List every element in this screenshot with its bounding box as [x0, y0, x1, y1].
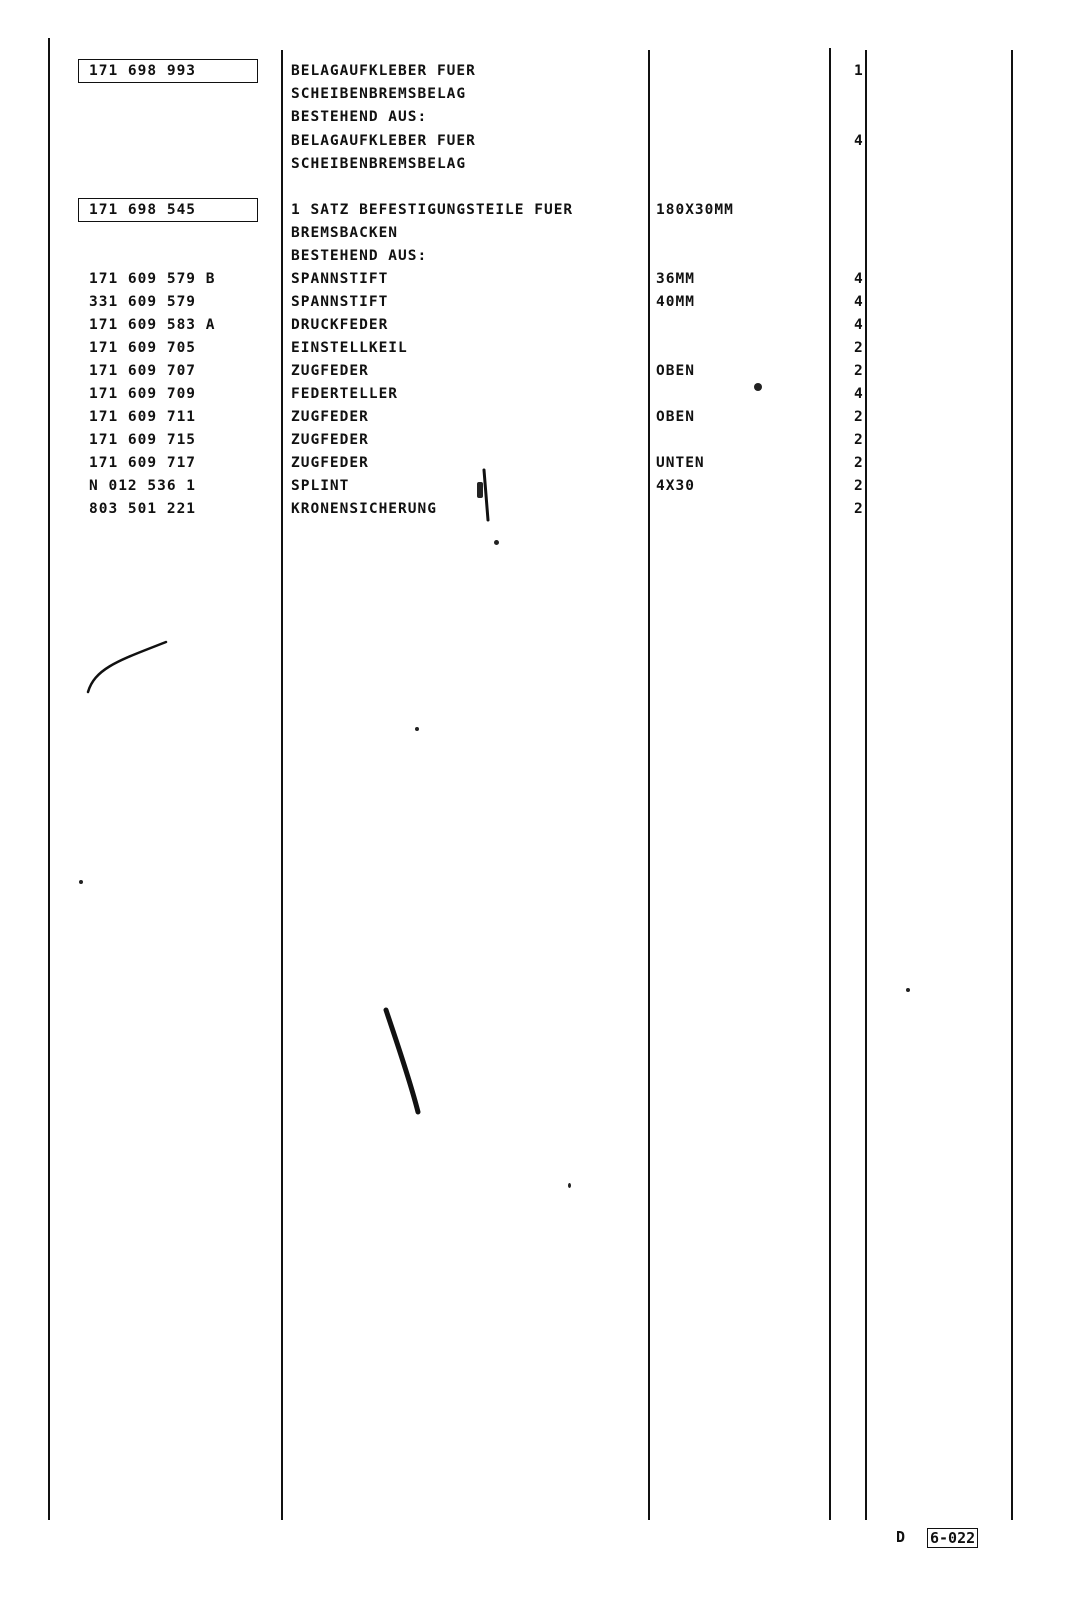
part-quantity: 1 [854, 63, 864, 79]
section-letter: D [896, 1528, 906, 1546]
part-spec: 40MM [656, 294, 695, 310]
part-description: SCHEIBENBREMSBELAG [291, 86, 467, 102]
part-description: FEDERTELLER [291, 386, 399, 402]
part-quantity: 2 [854, 340, 864, 356]
part-quantity: 2 [854, 409, 864, 425]
part-number: 171 609 711 [89, 409, 197, 425]
part-description: ZUGFEDER [291, 409, 369, 425]
part-description: BESTEHEND AUS: [291, 248, 428, 264]
part-number: 331 609 579 [89, 294, 197, 310]
part-number: 171 609 709 [89, 386, 197, 402]
part-description: ZUGFEDER [291, 363, 369, 379]
part-description: ZUGFEDER [291, 432, 369, 448]
part-description: BELAGAUFKLEBER FUER [291, 63, 476, 79]
part-number: 171 609 715 [89, 432, 197, 448]
part-spec: OBEN [656, 409, 695, 425]
part-spec: OBEN [656, 363, 695, 379]
part-number: 171 609 717 [89, 455, 197, 471]
part-description: SPLINT [291, 478, 350, 494]
part-quantity: 4 [854, 271, 864, 287]
part-quantity: 4 [854, 317, 864, 333]
part-spec: 36MM [656, 271, 695, 287]
part-number: 171 698 545 [89, 202, 197, 218]
part-description: DRUCKFEDER [291, 317, 389, 333]
part-description: BESTEHEND AUS: [291, 109, 428, 125]
part-quantity: 4 [854, 386, 864, 402]
part-number: 171 698 993 [89, 63, 197, 79]
part-description: SPANNSTIFT [291, 294, 389, 310]
part-number: 171 609 579 B [89, 271, 216, 287]
part-quantity: 4 [854, 294, 864, 310]
part-description: BELAGAUFKLEBER FUER [291, 133, 476, 149]
part-description: EINSTELLKEIL [291, 340, 408, 356]
part-number: 171 609 707 [89, 363, 197, 379]
part-quantity: 2 [854, 455, 864, 471]
part-number: 171 609 705 [89, 340, 197, 356]
part-description: 1 SATZ BEFESTIGUNGSTEILE FUER [291, 202, 574, 218]
part-number: N 012 536 1 [89, 478, 197, 494]
part-spec: UNTEN [656, 455, 705, 471]
part-quantity: 4 [854, 133, 864, 149]
part-number: 803 501 221 [89, 501, 197, 517]
part-description: BREMSBACKEN [291, 225, 399, 241]
part-quantity: 2 [854, 478, 864, 494]
part-description: SPANNSTIFT [291, 271, 389, 287]
part-description: SCHEIBENBREMSBELAG [291, 156, 467, 172]
part-description: ZUGFEDER [291, 455, 369, 471]
part-quantity: 2 [854, 501, 864, 517]
part-quantity: 2 [854, 432, 864, 448]
part-spec: 4X30 [656, 478, 695, 494]
part-quantity: 2 [854, 363, 864, 379]
part-description: KRONENSICHERUNG [291, 501, 437, 517]
part-spec: 180X30MM [656, 202, 734, 218]
part-number: 171 609 583 A [89, 317, 216, 333]
page-number: 6-022 [927, 1528, 978, 1548]
